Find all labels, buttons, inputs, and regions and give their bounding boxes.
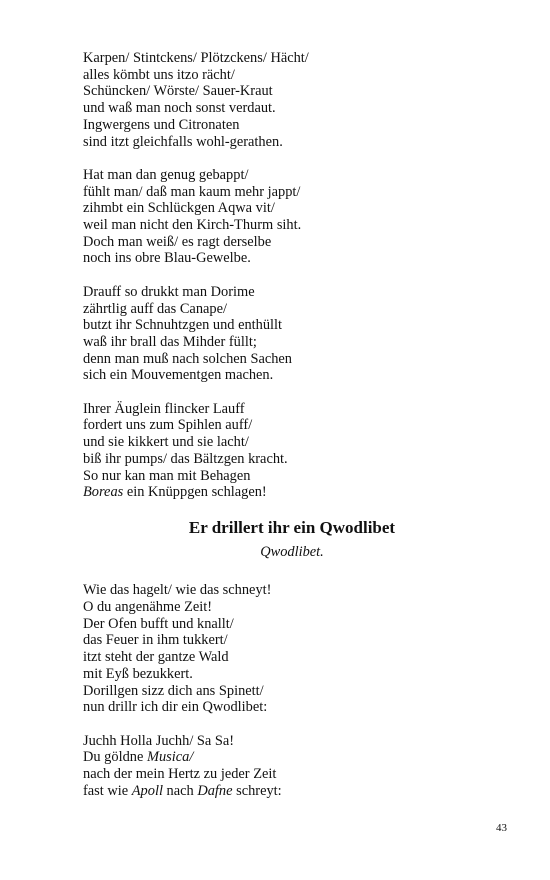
line-text: So nur kan man mit Behagen bbox=[83, 467, 251, 484]
stanza bbox=[83, 284, 513, 384]
line-text: biß ihr pumps/ das Bältzgen kracht. bbox=[83, 450, 288, 467]
poem-line bbox=[83, 301, 513, 318]
poem-line bbox=[83, 184, 513, 201]
line-text: Hat man dan genug gebappt/ bbox=[83, 166, 249, 183]
line-text: ein Knüppgen schlagen! bbox=[123, 484, 267, 501]
line-text: butzt ihr Schnuhtzgen und enthüllt bbox=[83, 317, 283, 334]
poem-line bbox=[83, 484, 513, 501]
poem-stanzas-bottom bbox=[83, 582, 513, 799]
line-text: Dorillgen sizz dich ans Spinett/ bbox=[83, 682, 264, 699]
section-title: Er drillert ihr ein Qwodlibet bbox=[188, 517, 396, 537]
line-text: O du angenähme Zeit! bbox=[83, 599, 213, 616]
italic-text: Dafne bbox=[197, 782, 233, 799]
poem-line bbox=[83, 683, 513, 700]
poem-line bbox=[83, 582, 513, 599]
line-text: Juchh Holla Juchh/ Sa Sa! bbox=[83, 732, 235, 749]
poem-line bbox=[83, 599, 513, 616]
stanza bbox=[83, 733, 513, 800]
section-subtitle: Qwodlibet. bbox=[260, 543, 324, 560]
line-text: denn man muß nach solchen Sachen bbox=[83, 350, 293, 367]
line-text: nach bbox=[162, 782, 198, 799]
poem-line bbox=[83, 67, 513, 84]
poem-line bbox=[83, 401, 513, 418]
line-text: Karpen/ Stintckens/ Plötzckens/ Hächt/ bbox=[83, 50, 309, 66]
italic-text: Musica/ bbox=[146, 749, 194, 766]
line-text: Doch man weiß/ es ragt derselbe bbox=[83, 233, 272, 250]
poem-line bbox=[83, 783, 513, 800]
poem-line bbox=[83, 699, 513, 716]
line-text: Du göldne bbox=[83, 749, 147, 766]
poem-line bbox=[83, 616, 513, 633]
line-text: und waß man noch sonst verdaut. bbox=[83, 100, 276, 117]
line-text: und sie kikkert und sie lacht/ bbox=[83, 434, 249, 451]
poem-line bbox=[83, 766, 513, 783]
poem-line bbox=[83, 649, 513, 666]
line-text: waß ihr brall das Mihder füllt; bbox=[83, 333, 257, 350]
line-text: fast wie bbox=[83, 782, 132, 799]
line-text: sich ein Mouvementgen machen. bbox=[83, 367, 274, 384]
poem-line bbox=[83, 167, 513, 184]
poem-line bbox=[83, 749, 513, 766]
poem-line bbox=[83, 250, 513, 267]
poem-line bbox=[83, 317, 513, 334]
stanza bbox=[83, 582, 513, 716]
poem-line bbox=[83, 50, 513, 67]
poem-line bbox=[83, 468, 513, 485]
poem-line bbox=[83, 117, 513, 134]
page-number: 43 bbox=[496, 822, 507, 834]
poem-line bbox=[83, 284, 513, 301]
poem-line bbox=[83, 100, 513, 117]
italic-text: Boreas bbox=[83, 484, 124, 501]
line-text: mit Eyß bezukkert. bbox=[83, 665, 193, 682]
line-text: nach der mein Hertz zu jeder Zeit bbox=[83, 766, 277, 783]
poem-text bbox=[83, 50, 513, 816]
poem-line bbox=[83, 234, 513, 251]
line-text: weil man nicht den Kirch-Thurm siht. bbox=[83, 217, 302, 234]
line-text: Wie das hagelt/ wie das schneyt! bbox=[83, 582, 272, 599]
stanza bbox=[83, 401, 513, 501]
poem-stanzas-top bbox=[83, 50, 513, 501]
line-text: zihmbt ein Schlückgen Aqwa vit/ bbox=[83, 200, 275, 217]
line-text: noch ins obre Blau-Gewelbe. bbox=[83, 250, 251, 267]
line-text: sind itzt gleichfalls wohl-gerathen. bbox=[83, 133, 283, 150]
poem-line bbox=[83, 666, 513, 683]
line-text: zährtlig auff das Canape/ bbox=[83, 300, 227, 317]
poem-line bbox=[83, 434, 513, 451]
line-text: Ihrer Äuglein flincker Lauff bbox=[83, 400, 245, 417]
poem-line bbox=[83, 632, 513, 649]
line-text: Schüncken/ Wörste/ Sauer-Kraut bbox=[83, 83, 273, 100]
italic-text: Apoll bbox=[131, 782, 163, 799]
poem-line bbox=[83, 200, 513, 217]
poem-line bbox=[83, 351, 513, 368]
poem-line bbox=[83, 733, 513, 750]
stanza bbox=[83, 50, 513, 150]
line-text: Drauff so drukkt man Dorime bbox=[83, 283, 255, 300]
poem-line bbox=[83, 417, 513, 434]
line-text: fordert uns zum Spihlen auff/ bbox=[83, 417, 253, 434]
stanza bbox=[83, 167, 513, 267]
line-text: itzt steht der gantze Wald bbox=[83, 649, 229, 666]
line-text: nun drillr ich dir ein Qwodlibet: bbox=[83, 699, 268, 716]
line-text: alles kömbt uns itzo rächt/ bbox=[83, 66, 235, 83]
poem-line bbox=[83, 451, 513, 468]
line-text: das Feuer in ihm tukkert/ bbox=[83, 632, 228, 649]
line-text: fühlt man/ daß man kaum mehr jappt/ bbox=[83, 183, 301, 200]
poem-line bbox=[83, 334, 513, 351]
line-text: Der Ofen bufft und knallt/ bbox=[83, 615, 234, 632]
poem-line bbox=[83, 367, 513, 384]
line-text: Ingwergens und Citronaten bbox=[83, 116, 240, 133]
poem-line bbox=[83, 134, 513, 151]
poem-line bbox=[83, 217, 513, 234]
poem-line bbox=[83, 83, 513, 100]
line-text: schreyt: bbox=[232, 782, 282, 799]
